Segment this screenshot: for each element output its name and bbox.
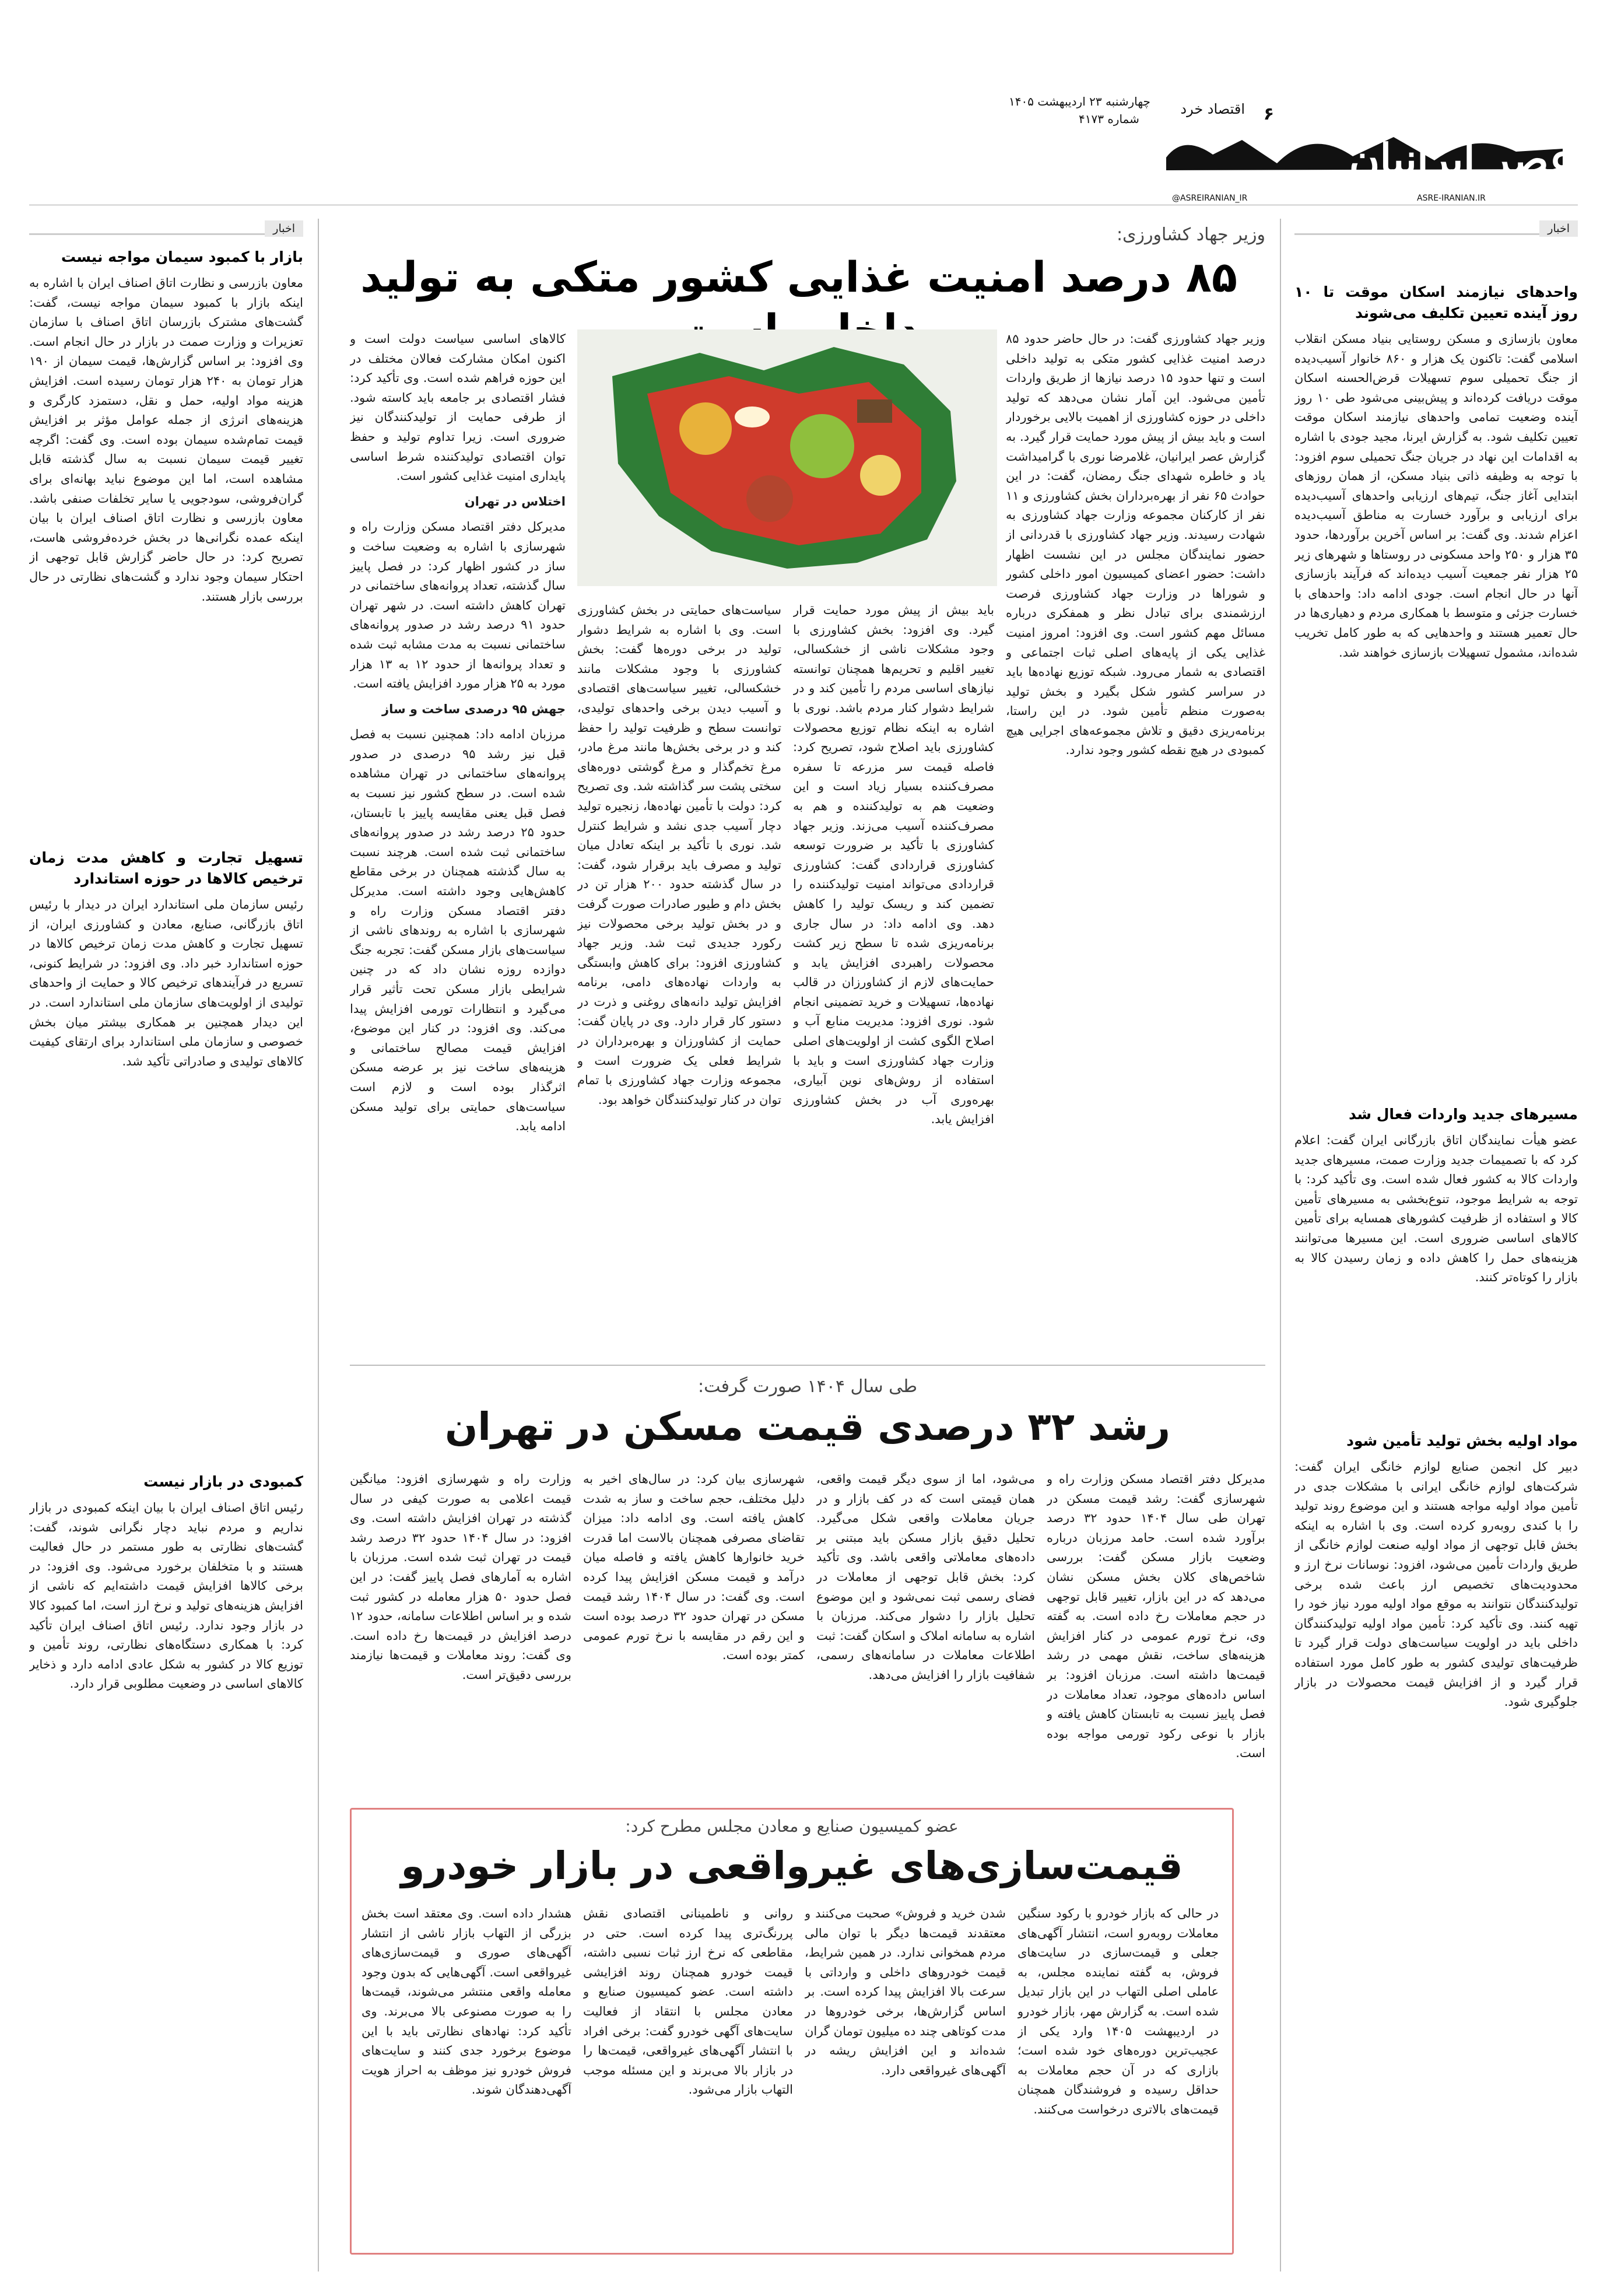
car-article-column bbox=[362, 1904, 571, 2242]
car-kicker: عضو کمیسیون صنایع و معادن مجلس مطرح کرد: bbox=[625, 1817, 959, 1836]
issue-line: شماره ۴۱۷۳ bbox=[1079, 112, 1139, 126]
housing-article-column bbox=[1047, 1470, 1265, 1796]
left-sidebar bbox=[29, 220, 303, 2230]
sidebar-story-body: رئیس اتاق اصناف ایران با بیان اینکه کمبودی در بازار نداریم و مردم نباید دچار نگرانی شوند، گفت: گشت‌های نظارتی به طور مستمر در حال فعالیت هستند و با متخلفان برخورد می‌شود. وی افزود: در برخی کالاها افزایش قیمت داشته‌ایم که ناشی از افزایش هزینه‌های تولید و نرخ ارز است، اما کمبود کالا در بازار وجود ندارد. رئیس اتاق اصناف ایران تأکید کرد: با همکاری دستگاه‌های نظارتی، روند تأمین و توزیع کالا در کشور به شکل عادی ادامه دارد و ذخایر کالاهای اساسی در وضعیت مطلوبی قرار دارد. bbox=[29, 1501, 303, 1691]
car-paragraph: در حالی که بازار خودرو با رکود سنگین معاملات روبه‌رو است، انتشار آگهی‌های جعلی و قیمت‌سازی در سایت‌های فروش، به گفته نماینده مجلس، به عاملی اصلی التهاب در این بازار تبدیل شده است. به گزارش مهر، بازار خودرو در اردیبهشت ۱۴۰۵ وارد یکی از عجیب‌ترین دوره‌های خود شده است؛ بازاری که در آن حجم معاملات به حداقل رسیده و فروشندگان همچنان قیمت‌های بالاتری درخواست می‌کنند. bbox=[1017, 1906, 1219, 2116]
right-sidebar-rule bbox=[1280, 219, 1281, 2272]
left-sidebar-rule bbox=[318, 219, 319, 2272]
news-tag: اخبار bbox=[1539, 220, 1578, 237]
housing-paragraph: شهرسازی بیان کرد: در سال‌های اخیر به دلیل مختلف، حجم ساخت و ساز به شدت کاهش یافته است. وی ادامه داد: میزان تقاضای مصرفی همچنان بالاست اما قدرت خرید خانوارها کاهش یافته و فاصله میان درآمد و قیمت مسکن افزایش پیدا کرده است. وی گفت: در سال ۱۴۰۴ رشد قیمت مسکن در تهران حدود ۳۲ درصد بوده است و این رقم در مقایسه با نرخ تورم عمومی کمتر بوده است. bbox=[583, 1472, 805, 1663]
housing-paragraph: وزارت راه و شهرسازی افزود: میانگین قیمت اعلامی به صورت کیفی در سال گذشته در تهران افزایش داشته است. وی افزود: در سال ۱۴۰۴ حدود ۳۲ درصد رشد قیمت در تهران ثبت شده است. مرزبان با اشاره به آمارهای فصل پاییز گفت: در این فصل حدود ۵۰ هزار معامله در کشور ثبت شده و بر اساس اطلاعات سامانه، حدود ۱۲ درصد افزایش در قیمت‌ها رخ داده است. وی گفت: روند معاملات و قیمت‌ها نیازمند بررسی دقیق‌تر است. bbox=[350, 1472, 571, 1682]
sidebar-story-body: عضو هیأت نمایندگان اتاق بازرگانی ایران گفت: اعلام کرد که با تصمیمات جدید وزارت صمت، مسیرهای جدید واردات کالا به کشور فعال شده است. وی تأکید کرد: با توجه به شرایط موجود، تنوع‌بخشی به مسیرهای تأمین کالا و استفاده از ظرفیت کشورهای همسایه برای تأمین کالاهای اساسی ضروری است. این مسیرها می‌توانند هزینه‌های حمل را کاهش داده و زمان رسیدن کالا به بازار را کوتاه‌تر کنند. bbox=[1294, 1133, 1578, 1285]
lead-paragraph: وزیر جهاد کشاورزی گفت: در حال حاضر حدود ۸۵ درصد امنیت غذایی کشور متکی به تولید داخلی است و تنها حدود ۱۵ درصد نیازها از طریق واردات تأمین می‌شود. این آمار نشان می‌دهد که تولید داخلی در حوزه کشاورزی از اهمیت بالایی برخوردار است و باید بیش از پیش مورد حمایت قرار گیرد. به گزارش عصر ایرانیان، غلامرضا نوری با گرامیداشت یاد و خاطره شهدای جنگ رمضان، گفت: در این حوادث ۶۵ نفر از بهره‌برداران بخش کشاورزی و ۱۱ نفر از کارکنان مجموعه وزارت جهاد کشاورزی به شهادت رسیدند. وزیر جهاد کشاورزی با قدردانی از حضور نمایندگان مجلس در این نشست اظهار داشت: حضور اعضای کمیسیون امور داخلی کشور و شوراها در وزارت جهاد کشاورزی فرصت ارزشمندی برای تبادل نظر و همفکری درباره مسائل مهم کشور است. وی افزود: امروز امنیت غذایی یکی از پایه‌های اصلی ثبات اجتماعی و اقتصادی به شمار می‌رود. شبکه توزیع نهاده‌ها باید در سراسر کشور شکل بگیرد و بخش تولید به‌صورت منظم تأمین شود. در این راستا، برنامه‌ریزی دقیق و تلاش مجموعه‌های اجرایی هیچ کمبودی در هیچ نقطه کشور وجود ندارد. bbox=[1006, 332, 1265, 758]
sidebar-story-title[interactable]: تسهیل تجارت و کاهش مدت زمان ترخیص کالاها در حوزه استاندارد bbox=[29, 849, 303, 887]
housing-headline[interactable]: رشد ۳۲ درصدی قیمت مسکن در تهران bbox=[444, 1404, 1171, 1449]
logo-text: عصر ایرانیان bbox=[1349, 134, 1574, 184]
sidebar-story-body: رئیس سازمان ملی استاندارد ایران در دیدار با رئیس اتاق بازرگانی، صنایع، معادن و کشاورزی ایران، از تسهیل تجارت و کاهش مدت زمان ترخیص کالاها در حوزه استاندارد خبر داد. وی افزود: در شرایط کنونی، تسریع در فرآیندهای ترخیص کالا و حمایت از واحدهای تولیدی از اولویت‌های سازمان ملی استاندارد است. در این دیدار همچنین بر همکاری بیشتر میان بخش خصوصی و سازمان ملی استاندارد برای ارتقای کیفیت کالاهای تولیدی و صادراتی تأکید شد. bbox=[29, 898, 303, 1068]
car-paragraph: روانی و ناطمینانی اقتصادی نقش پررنگ‌تری پیدا کرده است. حتی در مقاطعی که نرخ ارز ثبات نسبی داشته، قیمت خودرو همچنان روند افزایشی داشته است. عضو کمیسیون صنایع و معادن مجلس با انتقاد از فعالیت سایت‌های آگهی خودرو گفت: برخی افراد با انتشار آگهی‌های غیرواقعی، قیمت‌ها را در بازار بالا می‌برند و این مسئله موجب التهاب بازار می‌شود. bbox=[583, 1906, 793, 2097]
housing-article-column bbox=[583, 1470, 805, 1796]
lead-paragraph: مرزبان ادامه داد: همچنین نسبت به فصل قبل نیز رشد ۹۵ درصدی در صدور پروانه‌های ساختمانی در تهران مشاهده شده است. در سطح کشور نیز نسبت به فصل قبل یعنی مقایسه پاییز با تابستان، حدود ۲۵ درصد رشد در صدور پروانه‌های ساختمانی ثبت شده است. هرچند نسبت به سال گذشته همچنان در برخی مقاطع کاهش‌هایی وجود داشته است. مدیرکل دفتر اقتصاد مسکن وزارت راه و شهرسازی با اشاره به روندهای ناشی از سیاست‌های بازار مسکن گفت: تجربه جنگ دوازده روزه نشان داد که در چنین شرایطی بازار مسکن تحت تأثیر قرار می‌گیرد و انتظارات تورمی افزایش پیدا می‌کند. وی افزود: در کنار این موضوع، افزایش قیمت مصالح ساختمانی و هزینه‌های ساخت نیز بر عرضه مسکن اثرگذار بوده است و لازم است سیاست‌های حمایتی برای تولید مسکن ادامه یابد. bbox=[350, 727, 566, 1134]
lead-subheading: اختلاس در تهران bbox=[464, 494, 566, 509]
sidebar-story-title[interactable]: واحدهای نیازمند اسکان موقت تا ۱۰ روز آینده تعیین تکلیف می‌شوند bbox=[1294, 283, 1578, 321]
right-sidebar bbox=[1294, 220, 1578, 2154]
sidebar-story-body: دبیر کل انجمن صنایع لوازم خانگی ایران گفت: شرکت‌های لوازم خانگی ایرانی با مشکلات جدی در تأمین مواد اولیه مواجه هستند و این موضوع روند تولید را با کندی روبه‌رو کرده است. وی با اشاره به اینکه بخش قابل توجهی از مواد اولیه صنعت لوازم خانگی از طریق واردات تأمین می‌شود، افزود: نوسانات نرخ ارز و محدودیت‌های تخصیص ارز باعث شده برخی تولیدکنندگان نتوانند به موقع مواد اولیه مورد نیاز خود را تهیه کنند. وی تأکید کرد: تأمین مواد اولیه تولیدکنندگان داخلی باید در اولویت سیاست‌های دولت قرار گیرد تا ظرفیت‌های تولیدی کشور به طور کامل مورد استفاده قرار گیرد و از افزایش قیمت محصولات در بازار جلوگیری شود. bbox=[1294, 1460, 1578, 1709]
sidebar-story-title[interactable]: مسیرهای جدید واردات فعال شد bbox=[1348, 1106, 1578, 1123]
section-name: اقتصاد خرد bbox=[1180, 101, 1245, 117]
instagram-handle[interactable]: @ASREIRANIAN_IR bbox=[1172, 194, 1248, 203]
lead-image bbox=[577, 329, 997, 586]
car-article-column bbox=[805, 1904, 1006, 2242]
lead-paragraph: سیاست‌های حمایتی در بخش کشاورزی است. وی با اشاره به شرایط دشوار تولید در برخی دوره‌ها گفت: بخش کشاورزی با وجود مشکلات مانند خشکسالی، تغییر سیاست‌های اقتصادی و آسیب دیدن برخی واحدهای تولیدی، توانست سطح و ظرفیت تولید را حفظ کند و در برخی بخش‌ها مانند مرغ مادر، مرغ تخم‌گذار و مرغ گوشتی دوره‌های سختی پشت سر گذاشته شد. وی تصریح کرد: دولت با تأمین نهاده‌ها، زنجیره تولید دچار آسیب جدی نشد و شرایط کنترل شد. نوری با تأکید بر اینکه تعادل میان تولید و مصرف باید برقرار شود، گفت: در سال گذشته حدود ۲۰۰ هزار تن در بخش دام و طیور صادرات صورت گرفت و در بخش تولید برخی محصولات نیز رکورد جدیدی ثبت شد. وزیر جهاد کشاورزی افزود: برای کاهش وابستگی به واردات نهاده‌های دامی، برنامه افزایش تولید دانه‌های روغنی و ذرت در دستور کار قرار دارد. وی در پایان گفت: حمایت از کشاورزان و بهره‌برداران در شرایط فعلی یک ضرورت است و مجموعه وزارت جهاد کشاورزی با تمام توان در کنار تولیدکنندگان خواهد بود. bbox=[577, 603, 781, 1107]
lead-kicker: وزیر جهاد کشاورزی: bbox=[1116, 225, 1265, 245]
housing-article-column bbox=[816, 1470, 1035, 1796]
housing-paragraph: می‌شود، اما از سوی دیگر قیمت واقعی، همان قیمتی است که در کف بازار و در جریان معاملات واقعی شکل می‌گیرد. تحلیل دقیق بازار مسکن باید مبتنی بر داده‌های معاملاتی واقعی باشد. وی تأکید کرد: بخش قابل توجهی از معاملات در فضای رسمی ثبت نمی‌شود و این موضوع تحلیل بازار را دشوار می‌کند. مرزبان با اشاره به سامانه املاک و اسکان گفت: ثبت اطلاعات معاملات در سامانه‌های رسمی، شفافیت بازار را افزایش می‌دهد. bbox=[816, 1472, 1035, 1682]
housing-kicker: طی سال ۱۴۰۴ صورت گرفت: bbox=[698, 1376, 917, 1397]
section-divider bbox=[350, 1365, 1265, 1366]
lead-article-column bbox=[1006, 329, 1265, 1356]
top-divider bbox=[29, 204, 1578, 206]
car-paragraph: شدن خرید و فروش» صحبت می‌کنند و معتقدند قیمت‌ها دیگر با توان مالی مردم همخوانی ندارد. در همین شرایط، قیمت خودروهای داخلی و وارداتی با سرعت بالا افزایش پیدا کرده است. بر اساس گزارش‌ها، برخی خودروها در مدت کوتاهی چند ده میلیون تومان گران شده‌اند و این افزایش ریشه در آگهی‌های غیرواقعی دارد. bbox=[805, 1906, 1006, 2077]
lead-article-column bbox=[350, 329, 566, 1356]
news-tag: اخبار bbox=[265, 220, 303, 237]
lead-paragraph: باید بیش از پیش مورد حمایت قرار گیرد. وی افزود: بخش کشاورزی با وجود مشکلات ناشی از خشکسالی، تغییر اقلیم و تحریم‌ها همچنان توانسته نیازهای اساسی مردم را تأمین کند و در شرایط دشوار کنار مردم باشد. نوری با اشاره به اینکه نظام توزیع محصولات کشاورزی باید اصلاح شود، تصریح کرد: فاصله قیمت سر مزرعه تا سفره مصرف‌کننده بسیار زیاد است و این وضعیت هم به تولیدکننده و هم به مصرف‌کننده آسیب می‌زند. وزیر جهاد کشاورزی با تأکید بر ضرورت توسعه کشاورزی قراردادی گفت: کشاورزی قراردادی می‌تواند امنیت تولیدکننده را تضمین کند و ریسک تولید را کاهش دهد. وی ادامه داد: در سال جاری برنامه‌ریزی شده تا سطح زیر کشت محصولات راهبردی افزایش یابد و حمایت‌های لازم از کشاورزان در قالب نهاده‌ها، تسهیلات و خرید تضمینی انجام شود. نوری افزود: مدیریت منابع آب و اصلاح الگوی کشت از اولویت‌های اصلی وزارت جهاد کشاورزی است و باید با استفاده از روش‌های نوین آبیاری، بهره‌وری آب در بخش کشاورزی افزایش یابد. bbox=[793, 603, 994, 1127]
lead-headline[interactable]: ۸۵ درصد امنیت غذایی کشور متکی به تولید bbox=[360, 253, 1237, 302]
masthead bbox=[1009, 87, 1580, 204]
date-line: چهارشنبه ۲۳ اردیبهشت ۱۴۰۵ bbox=[1009, 94, 1150, 108]
car-paragraph: هشدار داده است. وی معتقد است بخش بزرگی از التهاب بازار ناشی از انتشار آگهی‌های صوری و قیمت‌سازی‌های غیرواقعی است. آگهی‌هایی که بدون وجود معامله واقعی منتشر می‌شوند، قیمت‌ها را به صورت مصنوعی بالا می‌برند. وی تأکید کرد: نهادهای نظارتی باید با این موضوع برخورد جدی کنند و سایت‌های فروش خودرو نیز موظف به احراز هویت آگهی‌دهندگان شوند. bbox=[362, 1906, 571, 2097]
sidebar-story-title[interactable]: مواد اولیه بخش تولید تأمین شود bbox=[1346, 1432, 1578, 1449]
page-number: ۶ bbox=[1263, 104, 1274, 124]
sidebar-story-body: معاون بازرسی و نظارت اتاق اصناف ایران با اشاره به اینکه بازار با کمبود سیمان مواجه نیست، گفت: گشت‌های مشترک بازرسان اتاق اصناف با سازمان تعزیرات و وزارت صمت در بازار در حال انجام است. وی افزود: بر اساس گزارش‌ها، قیمت سیمان از ۱۹۰ هزار تومان به ۲۴۰ هزار تومان رسیده است. افزایش هزینه مواد اولیه، حمل و نقل، دستمزد کارگری و هزینه‌های انرژی از جمله عوامل مؤثر بر افزایش قیمت تمام‌شده سیمان بوده است. وی گفت: اگرچه تغییر قیمت سیمان نسبت به سال گذشته قابل مشاهده است، اما این موضوع نباید بهانه‌ای برای گران‌فروشی، سودجویی یا سایر تخلفات صنفی باشد. معاون بازرسی و نظارت اتاق اصناف ایران با بیان اینکه عمده نگرانی‌ها در بخش خرده‌فروشی هاست، تصریح کرد: در حال حاضر گزارش قابل توجهی از احتکار سیمان وجود ندارد و گشت‌های نظارتی در حال بررسی بازار هستند. bbox=[29, 276, 303, 604]
lead-article-column bbox=[793, 601, 994, 1356]
lead-paragraph: مدیرکل دفتر اقتصاد مسکن وزارت راه و شهرسازی با اشاره به وضعیت ساخت و ساز در کشور اظهار کرد: در فصل پاییز سال گذشته، تعداد پروانه‌های ساختمانی در تهران کاهش داشته است. در شهر تهران حدود ۹۱ درصد رشد در صدور پروانه‌های ساختمانی نسبت به مدت مشابه ثبت شده و تعداد پروانه‌ها از حدود ۱۲ به ۱۳ هزار مورد به ۲۵ هزار مورد افزایش یافته است. bbox=[350, 520, 566, 691]
sidebar-story-body: معاون بازسازی و مسکن روستایی بنیاد مسکن انقلاب اسلامی گفت: تاکنون یک هزار و ۸۶۰ خانوار آسیب‌دیده از جنگ تحمیلی سوم تسهیلات قرض‌الحسنه اسکان موقت دریافت کرده‌اند و پیش‌بینی می‌شود طی ۱۰ روز آینده وضعیت تمامی واحدهای نیازمند اسکان موقت تعیین تکلیف شود. به گزارش ایرنا، مجید جودی با اشاره به اقدامات این نهاد در جریان جنگ تحمیلی سوم افزود: با توجه به وظیفه ذاتی بنیاد مسکن، از همان روزهای ابتدایی آغاز جنگ، تیم‌های ارزیابی واحدهای آسیب‌دیده برای ارزیابی و برآورد خسارت به مناطق آسیب‌دیده اعزام شدند. وی گفت: بر اساس آخرین برآوردها، حدود ۳۵ هزار و ۲۵۰ واحد مسکونی در روستاها و شهرهای زیر ۲۵ هزار نفر جمعیت آسیب دیده‌اند که فرآیند بازسازی آنها در حال انجام است. جودی ادامه داد: واحدهای با خسارت جزئی و متوسط با همکاری مردم و دهیاری‌ها در حال تعمیر هستند و واحدهایی که به طور کامل تخریب شده‌اند، مشمول تسهیلات بازسازی خواهند شد. bbox=[1294, 332, 1578, 660]
lead-paragraph: کالاهای اساسی سیاست دولت است و اکنون امکان مشارکت فعالان مختلف در این حوزه فراهم شده است. وی تأکید کرد: فشار اقتصادی بر جامعه باید کاسته شود. از طرفی حمایت از تولیدکنندگان نیز ضروری است. زیرا تداوم تولید و حفظ توان اقتصادی تولیدکننده شرط اساسی پایداری امنیت غذایی کشور است. bbox=[350, 332, 566, 483]
sidebar-story-title[interactable]: کمبودی در بازار نیست bbox=[143, 1473, 303, 1490]
housing-paragraph: مدیرکل دفتر اقتصاد مسکن وزارت راه و شهرسازی گفت: رشد قیمت مسکن در تهران طی سال ۱۴۰۴ حدود ۳۲ درصد برآورد شده است. حامد مرزبان درباره وضعیت بازار مسکن گفت: بررسی شاخص‌های کلان بخش مسکن نشان می‌دهد که در این بازار، تغییر قابل توجهی در حجم معاملات رخ داده است. به گفته وی، نرخ تورم عمومی در کنار افزایش هزینه‌های ساخت، نقش مهمی در رشد قیمت‌ها داشته است. مرزبان افزود: بر اساس داده‌های موجود، تعداد معاملات در فصل پاییز نسبت به تابستان کاهش یافته و بازار با نوعی رکود تورمی مواجه بوده است. bbox=[1047, 1472, 1265, 1761]
website-url[interactable]: ASRE-IRANIAN.IR bbox=[1417, 194, 1486, 203]
lead-subheading: جهش ۹۵ درصدی ساخت و ساز bbox=[381, 702, 566, 716]
car-headline[interactable]: قیمت‌سازی‌های غیرواقعی در بازار خودرو bbox=[401, 1843, 1183, 1888]
sidebar-story-title[interactable]: بازار با کمبود سیمان مواجه نیست bbox=[61, 248, 303, 265]
housing-article-column bbox=[350, 1470, 571, 1796]
car-article-column bbox=[1017, 1904, 1219, 2242]
car-article-column bbox=[583, 1904, 793, 2242]
lead-article-column bbox=[577, 601, 781, 1356]
